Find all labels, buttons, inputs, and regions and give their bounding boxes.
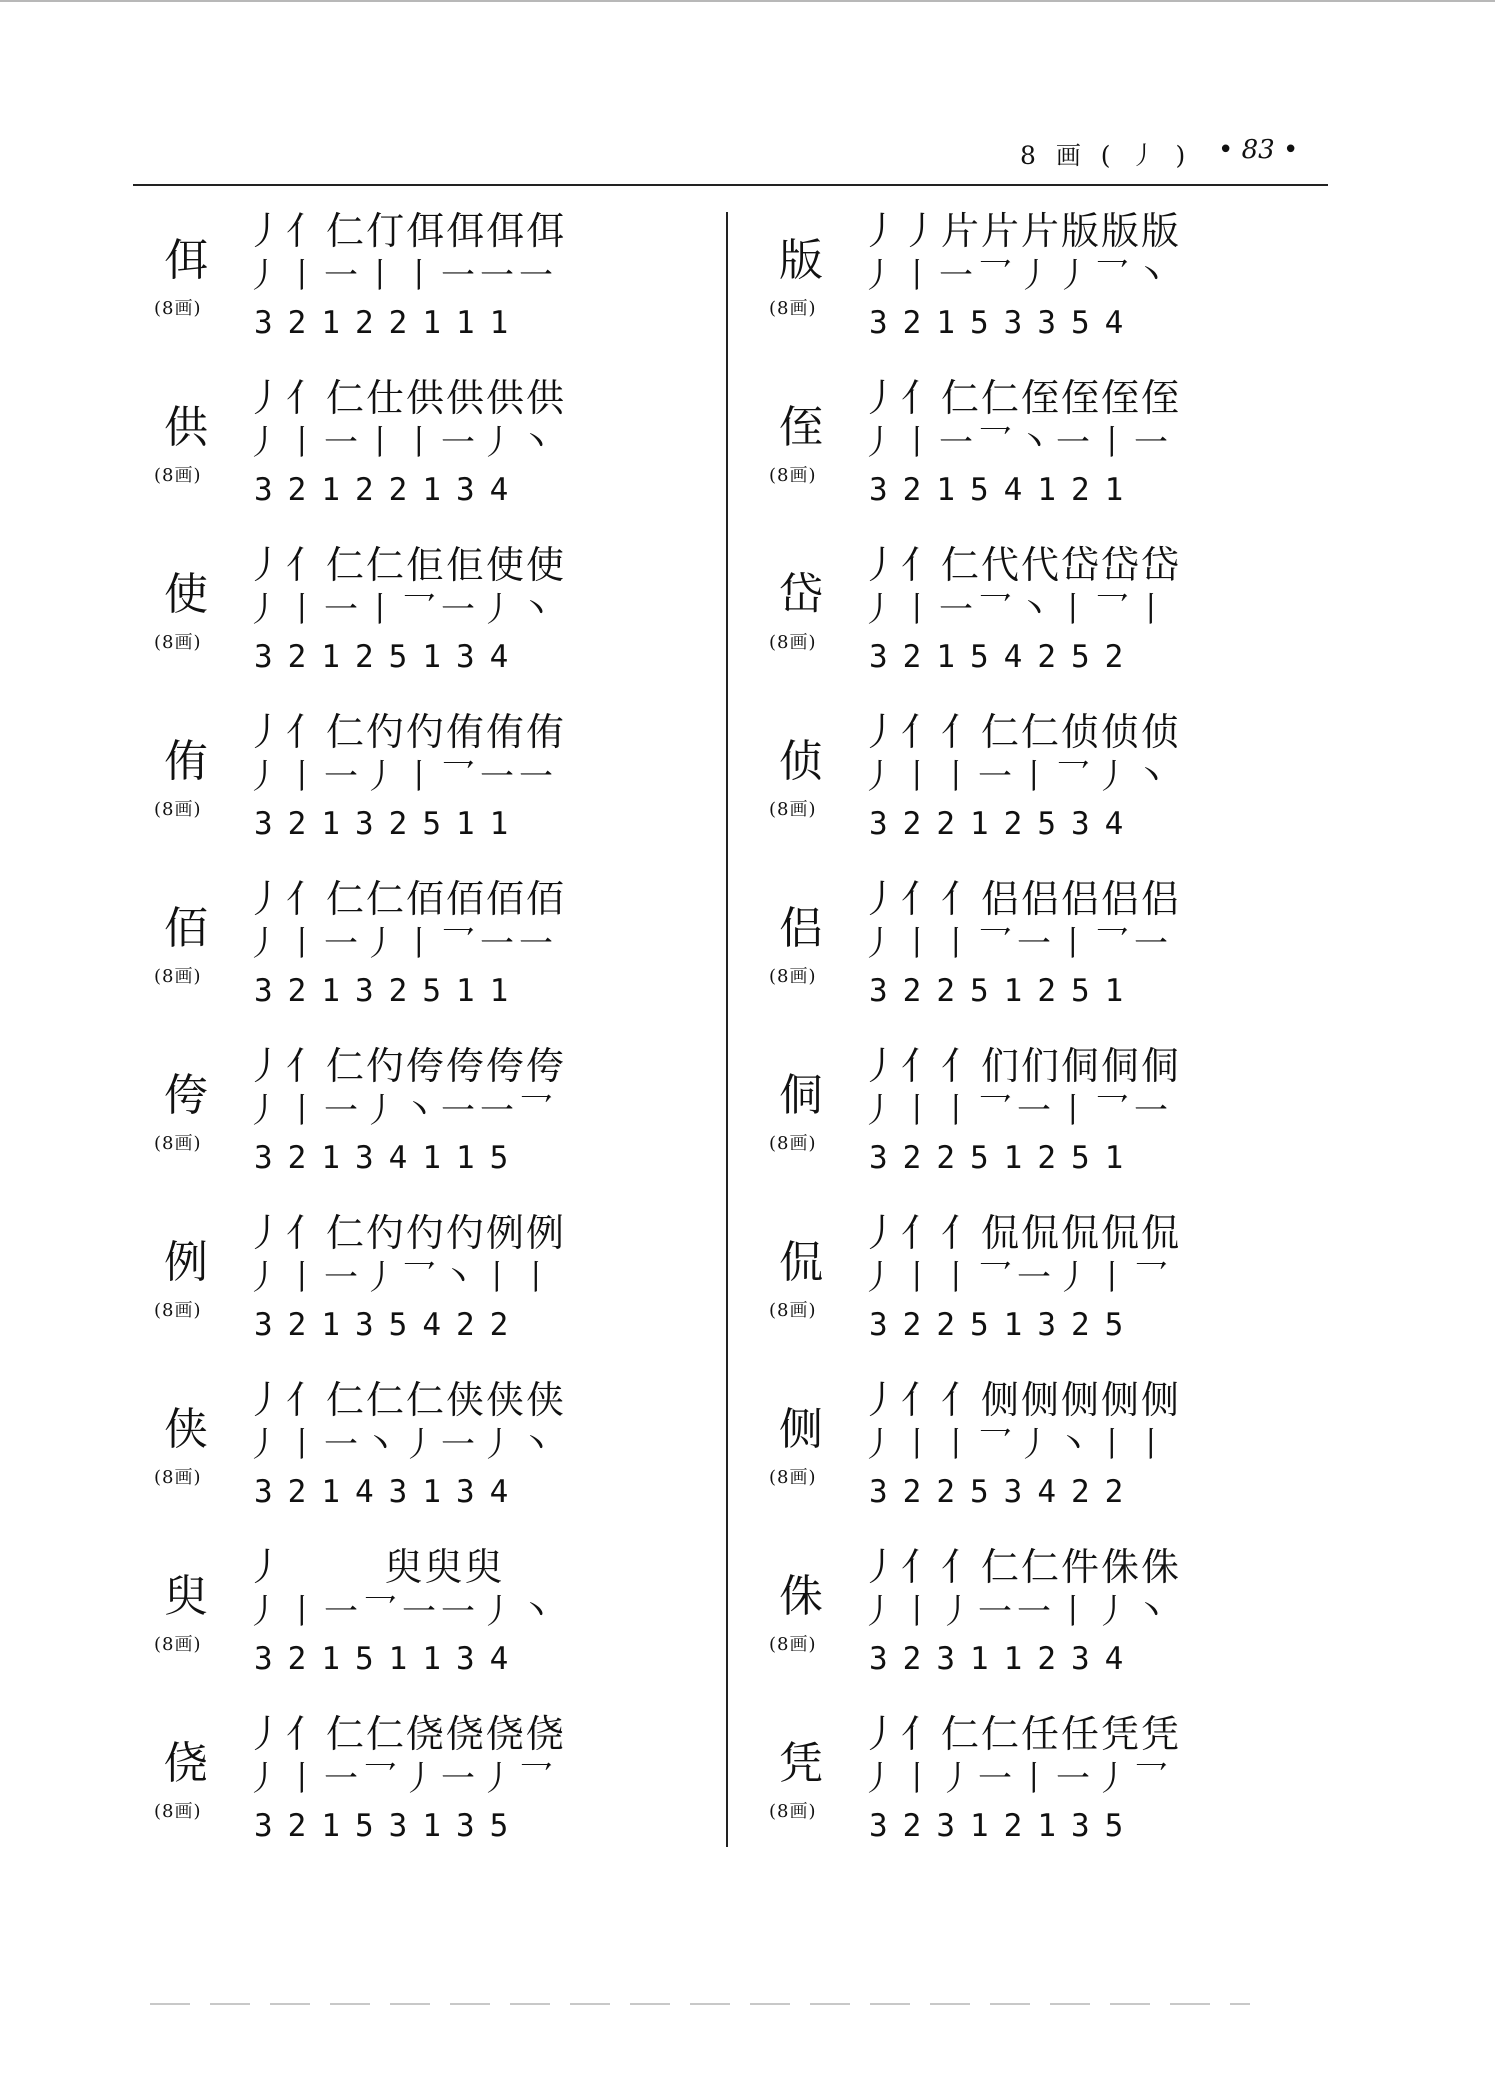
stroke-list: 丿丨丨乛一丨乛一 — [861, 924, 1173, 964]
writing-sequence: 丿丿片片片版版版 — [861, 209, 1182, 253]
stroke-codes: 32151134 — [254, 1641, 524, 1677]
column-divider — [726, 212, 728, 1847]
headword: 佴 — [164, 235, 208, 286]
stroke-count: (8画) — [769, 1133, 817, 1154]
stroke-codes: 32251251 — [869, 1140, 1139, 1176]
stroke-count: (8画) — [154, 1634, 202, 1655]
stroke-list: 丿丨一乛丶丨乛丨 — [861, 590, 1173, 630]
stroke-codes: 32251251 — [869, 973, 1139, 1009]
stroke-count: (8画) — [769, 966, 817, 987]
stroke-codes: 32251325 — [869, 1307, 1139, 1343]
stroke-count: (8画) — [154, 632, 202, 653]
headword: 版 — [779, 235, 823, 286]
stroke-list: 丿丨一丿乛丶丨丨 — [246, 1258, 558, 1298]
stroke-count: (8画) — [154, 1300, 202, 1321]
stroke-list: 丿丨丨乛一丨乛一 — [861, 1091, 1173, 1131]
headword: 侄 — [779, 402, 823, 453]
char-entry — [765, 877, 1185, 1047]
char-entry — [765, 1712, 1185, 1882]
stroke-list: 丿丨一丨乛一丿丶 — [246, 590, 558, 630]
writing-sequence: 丿亻仁仕供供供供 — [246, 376, 567, 420]
char-entry — [765, 1545, 1185, 1715]
stroke-list: 丿丨丨乛一丿丨乛 — [861, 1258, 1173, 1298]
left-column — [150, 209, 570, 1882]
char-entry — [150, 1211, 570, 1381]
char-entry — [150, 376, 570, 546]
char-entry — [150, 710, 570, 880]
stroke-codes: 32132511 — [254, 806, 524, 842]
stroke-count: (8画) — [769, 632, 817, 653]
stroke-codes: 32132511 — [254, 973, 524, 1009]
headword: 侥 — [164, 1738, 208, 1789]
stroke-list: 丿丨丨乛丿丶丨丨 — [861, 1425, 1173, 1465]
headword: 侗 — [779, 1070, 823, 1121]
writing-sequence: 丿亻仁仁佰佰佰佰 — [246, 877, 567, 921]
page-number: • 83 • — [1218, 135, 1299, 165]
stroke-count: (8画) — [154, 966, 202, 987]
headword: 例 — [164, 1237, 208, 1288]
stroke-codes: 32212534 — [869, 806, 1139, 842]
scan-edge-noise — [150, 2003, 1250, 2005]
headword: 佰 — [164, 903, 208, 954]
writing-sequence: 丿亻亻仁仁件侏侏 — [861, 1545, 1182, 1589]
writing-sequence: 丿亻仁仢仢侑侑侑 — [246, 710, 567, 754]
stroke-codes: 32154121 — [869, 472, 1139, 508]
stroke-count: (8画) — [154, 1467, 202, 1488]
char-entry — [150, 1712, 570, 1882]
writing-sequence: 丿亻亻侣侣侣侣侣 — [861, 877, 1182, 921]
stroke-list: 丿丨丿一丨一丿乛 — [861, 1759, 1173, 1799]
stroke-count: (8画) — [154, 298, 202, 319]
writing-sequence: 丿亻仁仁仁侠侠侠 — [246, 1378, 567, 1422]
writing-sequence: 丿亻仁仁侄侄侄侄 — [861, 376, 1182, 420]
char-entry — [150, 877, 570, 1047]
char-entry — [150, 1378, 570, 1548]
stroke-count: (8画) — [154, 1133, 202, 1154]
char-entry — [765, 710, 1185, 880]
stroke-count: (8画) — [769, 1300, 817, 1321]
stroke-codes: 32122111 — [254, 305, 524, 341]
stroke-codes: 32122134 — [254, 472, 524, 508]
stroke-codes: 32153135 — [254, 1808, 524, 1844]
headword: 侑 — [164, 736, 208, 787]
header-rule — [133, 184, 1328, 186]
running-header-title: 8 画 ( 丿 ) — [1020, 141, 1192, 170]
writing-sequence: 丿亻仁仢侉侉侉侉 — [246, 1044, 567, 1088]
stroke-codes: 32311234 — [869, 1641, 1139, 1677]
headword: 侠 — [164, 1404, 208, 1455]
char-entry — [765, 376, 1185, 546]
headword: 供 — [164, 402, 208, 453]
writing-sequence: 丿亻亻仁仁侦侦侦 — [861, 710, 1182, 754]
writing-sequence: 丿亻仁仢仢仢例例 — [246, 1211, 567, 1255]
headword: 岱 — [779, 569, 823, 620]
writing-sequence: 丿亻仁仁佢佢使使 — [246, 543, 567, 587]
stroke-count: (8画) — [769, 1634, 817, 1655]
stroke-count: (8画) — [769, 1801, 817, 1822]
stroke-codes: 32154252 — [869, 639, 1139, 675]
stroke-list: 丿丨一丶丿一丿丶 — [246, 1425, 558, 1465]
stroke-list: 丿丨一丨丨一一一 — [246, 256, 558, 296]
stroke-codes: 32253422 — [869, 1474, 1139, 1510]
top-edge-rule — [0, 0, 1495, 2]
char-entry — [765, 543, 1185, 713]
stroke-codes: 32134115 — [254, 1140, 524, 1176]
writing-sequence: 丿亻仁仃佴佴佴佴 — [246, 209, 567, 253]
stroke-codes: 32312135 — [869, 1808, 1139, 1844]
stroke-list: 丿丨一乛丿丿乛丶 — [861, 256, 1173, 296]
stroke-count: (8画) — [769, 465, 817, 486]
stroke-count: (8画) — [154, 1801, 202, 1822]
writing-sequence: 丿 臾臾臾 — [246, 1545, 505, 1589]
writing-sequence: 丿亻亻侃侃侃侃侃 — [861, 1211, 1182, 1255]
right-column — [765, 209, 1185, 1882]
writing-sequence: 丿亻仁仁任任凭凭 — [861, 1712, 1182, 1756]
headword: 侧 — [779, 1404, 823, 1455]
stroke-list: 丿丨一丿丨乛一一 — [246, 757, 558, 797]
stroke-count: (8画) — [154, 465, 202, 486]
stroke-list: 丿丨一丿丶一一乛 — [246, 1091, 558, 1131]
stroke-list: 丿丨一丨丨一丿丶 — [246, 423, 558, 463]
stroke-codes: 32135422 — [254, 1307, 524, 1343]
stroke-list: 丿丨一乛一一丿丶 — [246, 1592, 558, 1632]
char-entry — [150, 1545, 570, 1715]
writing-sequence: 丿亻仁仁侥侥侥侥 — [246, 1712, 567, 1756]
stroke-list: 丿丨一乛丶一丨一 — [861, 423, 1173, 463]
char-entry — [765, 1044, 1185, 1214]
stroke-list: 丿丨丿一一丨丿丶 — [861, 1592, 1173, 1632]
headword: 侣 — [779, 903, 823, 954]
stroke-count: (8画) — [769, 799, 817, 820]
writing-sequence: 丿亻仁代代岱岱岱 — [861, 543, 1182, 587]
headword: 臾 — [164, 1571, 208, 1622]
headword: 侦 — [779, 736, 823, 787]
writing-sequence: 丿亻亻们们侗侗侗 — [861, 1044, 1182, 1088]
char-entry — [150, 209, 570, 379]
headword: 使 — [164, 569, 208, 620]
stroke-list: 丿丨丨一丨乛丿丶 — [861, 757, 1173, 797]
stroke-count: (8画) — [154, 799, 202, 820]
headword: 凭 — [779, 1738, 823, 1789]
stroke-codes: 32143134 — [254, 1474, 524, 1510]
char-entry — [150, 1044, 570, 1214]
headword: 侉 — [164, 1070, 208, 1121]
writing-sequence: 丿亻亻侧侧侧侧侧 — [861, 1378, 1182, 1422]
stroke-count: (8画) — [769, 298, 817, 319]
char-entry — [765, 1378, 1185, 1548]
stroke-list: 丿丨一乛丿一丿乛 — [246, 1759, 558, 1799]
stroke-codes: 32153354 — [869, 305, 1139, 341]
headword: 侏 — [779, 1571, 823, 1622]
char-entry — [765, 209, 1185, 379]
char-entry — [765, 1211, 1185, 1381]
stroke-codes: 32125134 — [254, 639, 524, 675]
stroke-list: 丿丨一丿丨乛一一 — [246, 924, 558, 964]
headword: 侃 — [779, 1237, 823, 1288]
char-entry — [150, 543, 570, 713]
stroke-count: (8画) — [769, 1467, 817, 1488]
